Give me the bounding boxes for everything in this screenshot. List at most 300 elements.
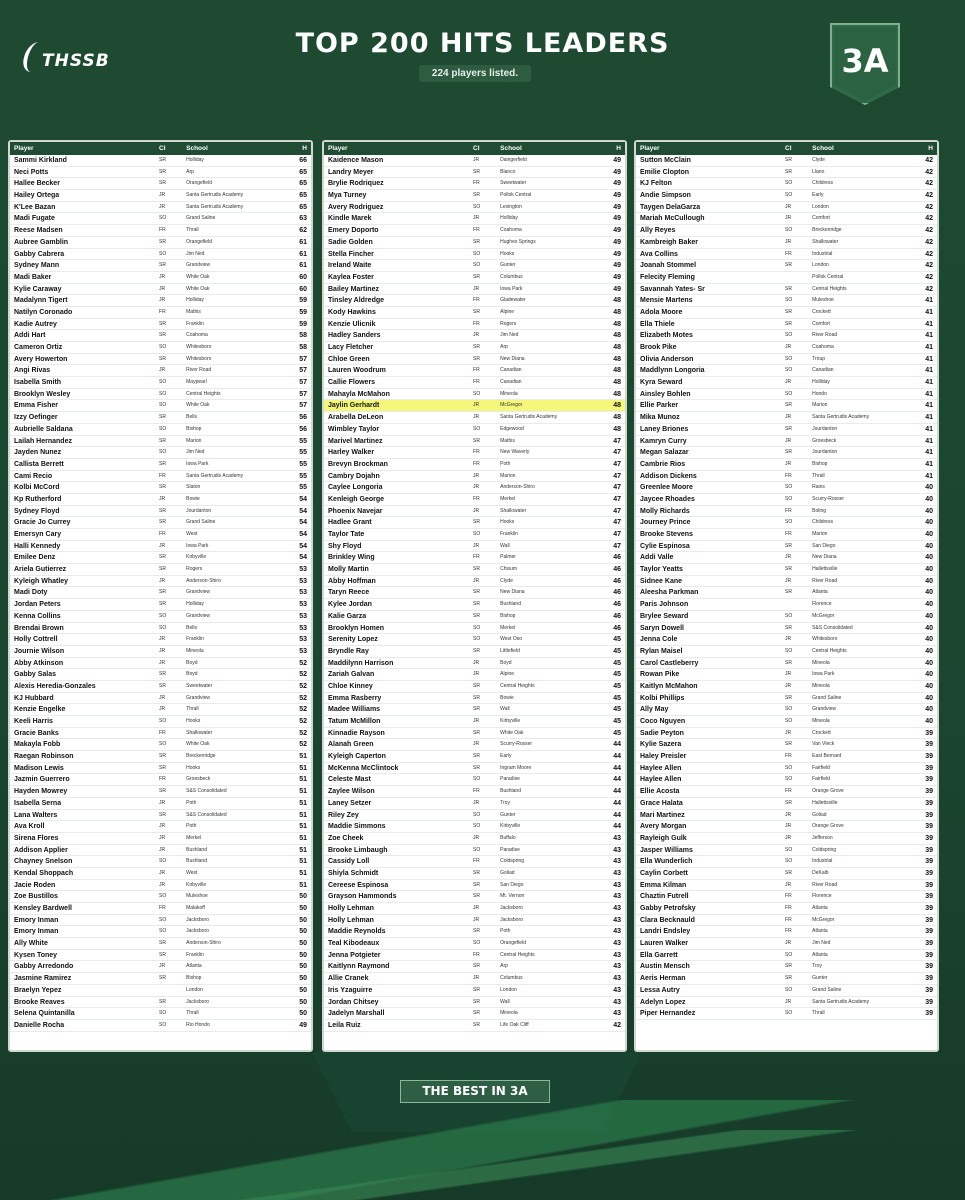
player-school: Blanco [500, 168, 516, 175]
table-row [10, 517, 311, 529]
player-name: Greenlee Moore [640, 484, 693, 492]
player-name: Callista Berrett [14, 460, 64, 468]
player-school: White Oak [500, 729, 524, 736]
player-hits: 47 [613, 495, 621, 503]
player-hits: 39 [925, 986, 933, 994]
player-name: Phoenix Navejar [328, 507, 383, 515]
table-row [636, 926, 937, 938]
table-row [10, 587, 311, 599]
player-school: Industrial [812, 858, 833, 865]
player-hits: 46 [613, 601, 621, 609]
player-name: Emilee Denz [14, 554, 56, 562]
player-hits: 51 [299, 869, 307, 877]
player-hits: 42 [925, 192, 933, 200]
player-hits: 47 [613, 531, 621, 538]
col-player-header: Player [640, 145, 660, 152]
player-school: Jacksboro [186, 928, 209, 935]
player-school: Mineola [186, 647, 204, 654]
player-hits: 51 [299, 788, 307, 796]
player-class: SO [159, 425, 167, 432]
player-class: SO [159, 916, 167, 923]
player-name: Sydney Floyd [14, 507, 60, 515]
table-row [324, 190, 625, 202]
table-row [324, 669, 625, 681]
player-class: SR [473, 589, 480, 596]
table-row [636, 973, 937, 985]
player-name: Tinsley Aldredge [328, 297, 385, 305]
player-name: Kenna Collins [14, 612, 61, 620]
player-class: SR [473, 308, 480, 315]
player-hits: 53 [299, 601, 307, 609]
player-school: DeKalb [812, 869, 829, 876]
player-name: Maddie Reynolds [328, 928, 386, 936]
player-school: Holliday [186, 601, 204, 608]
player-class: SR [473, 238, 480, 245]
table-row [636, 506, 937, 518]
player-name: Holly Lehman [328, 905, 374, 912]
player-name: Aeris Herman [640, 975, 686, 983]
player-class: SO [785, 332, 793, 339]
player-class: JR [159, 823, 166, 830]
player-name: Addi Valle [640, 554, 674, 562]
player-school: Kirbyville [186, 881, 207, 888]
player-hits: 44 [613, 741, 621, 749]
player-class: SR [785, 741, 792, 748]
player-hits: 50 [299, 916, 307, 924]
player-class: SR [473, 869, 480, 876]
player-school: Coahoma [500, 227, 522, 234]
player-name: Jaycee Rhoades [640, 495, 695, 503]
player-name: Isabella Serna [14, 799, 62, 807]
player-name: Mari Martinez [640, 811, 685, 819]
player-school: Rio Hondo [186, 1021, 210, 1028]
player-school: Kirbyville [500, 823, 521, 830]
player-hits: 40 [925, 484, 933, 492]
player-school: Van Vleck [812, 741, 835, 748]
player-name: Ariela Gutierrez [14, 566, 67, 574]
table-row [10, 190, 311, 202]
table-row [636, 389, 937, 401]
player-name: Gabby Salas [14, 671, 57, 679]
player-name: KJ Hubbard [14, 694, 54, 702]
player-class: SR [159, 262, 166, 269]
table-row [324, 377, 625, 389]
player-name: Keeli Harris [14, 718, 53, 725]
table-row [324, 167, 625, 179]
table-row [10, 868, 311, 880]
player-name: Avery Morgan [640, 823, 687, 831]
player-class: JR [159, 203, 166, 210]
player-school: Columbus [500, 975, 523, 982]
table-row [324, 739, 625, 751]
player-class: FR [159, 729, 166, 736]
player-name: Coco Nguyen [640, 718, 686, 725]
player-name: Maddlynn Longoria [640, 367, 705, 375]
player-hits: 43 [613, 869, 621, 877]
player-school: Childress [812, 519, 833, 526]
player-class: SR [159, 355, 166, 362]
player-name: Aleesha Parkman [640, 589, 699, 597]
player-class: SR [473, 566, 480, 573]
table-row [10, 412, 311, 424]
player-name: Madalynn Tigert [14, 297, 68, 305]
player-school: Jacksboro [500, 905, 523, 911]
player-hits: 47 [613, 449, 621, 457]
player-hits: 49 [613, 227, 621, 235]
player-school: Hallettsville [812, 799, 838, 806]
player-school: Poth [500, 928, 511, 935]
player-class: SR [473, 963, 480, 970]
player-hits: 50 [299, 998, 307, 1006]
player-school: Scurry-Rosser [812, 495, 845, 502]
player-name: Clara Becknauld [640, 916, 695, 924]
player-class: FR [159, 531, 166, 537]
player-school: Atlanta [186, 963, 202, 970]
table-row [636, 681, 937, 693]
player-name: Kyra Seward [640, 379, 683, 387]
table-row [324, 576, 625, 588]
table-row [10, 798, 311, 810]
player-school: Grandview [186, 589, 211, 596]
player-class: SO [159, 612, 167, 619]
player-name: Emery Doporto [328, 227, 379, 235]
table-row [324, 915, 625, 927]
player-hits: 55 [299, 484, 307, 492]
player-hits: 55 [299, 472, 307, 480]
player-class: SO [785, 495, 793, 502]
player-class: FR [785, 507, 792, 514]
player-hits: 52 [299, 729, 307, 737]
table-row [636, 354, 937, 366]
player-school: Early [500, 753, 512, 760]
player-hits: 39 [925, 811, 933, 819]
player-hits: 51 [299, 753, 307, 761]
table-row [10, 541, 311, 553]
player-name: Izzy Oefinger [14, 414, 58, 422]
table-row [636, 330, 937, 342]
player-name: Raegan Robinson [14, 753, 74, 761]
table-row [636, 447, 937, 459]
player-name: Molly Martin [328, 566, 369, 574]
table-row [324, 704, 625, 716]
player-class: FR [785, 250, 792, 257]
player-name: Kenleigh George [328, 495, 385, 503]
player-name: Jasmine Ramirez [14, 975, 72, 983]
player-class: SO [473, 811, 481, 818]
player-hits: 41 [925, 367, 933, 375]
table-row [10, 529, 311, 541]
player-class: SR [785, 402, 792, 409]
table-row [636, 763, 937, 775]
table-row [324, 330, 625, 342]
player-school: Grand Saline [812, 694, 842, 701]
player-class: JR [473, 332, 480, 339]
col-school-header: School [812, 145, 834, 152]
table-row [324, 541, 625, 553]
player-name: Jaylin Gerhardt [328, 402, 380, 410]
player-school: Anderson-Shiro [186, 940, 221, 947]
player-hits: 52 [299, 694, 307, 702]
player-name: Abby Atkinson [14, 659, 64, 667]
player-school: Kirbyville [186, 554, 207, 561]
table-row [10, 658, 311, 670]
player-class: SR [159, 566, 166, 573]
player-class: FR [473, 460, 480, 467]
player-class: JR [473, 671, 480, 678]
table-row [636, 319, 937, 331]
player-hits: 49 [613, 250, 621, 258]
player-school: Merkel [186, 834, 202, 841]
player-school: Hooks [500, 250, 515, 257]
player-class: SO [785, 519, 793, 526]
player-school: Arp [500, 344, 508, 350]
table-row [324, 529, 625, 541]
player-name: Brooke Limbaugh [328, 846, 388, 854]
player-name: Isabella Smith [14, 379, 62, 387]
player-hits: 42 [925, 180, 933, 188]
player-hits: 43 [613, 928, 621, 936]
player-school: Pollok Central [812, 273, 844, 280]
player-hits: 41 [925, 379, 933, 387]
player-hits: 43 [613, 1010, 621, 1018]
table-row [636, 611, 937, 623]
player-hits: 43 [613, 893, 621, 901]
player-name: Hailey Ortega [14, 192, 60, 200]
table-row [324, 681, 625, 693]
player-hits: 66 [299, 157, 307, 164]
player-school: Troy [812, 963, 822, 970]
player-name: Madi Fugate [14, 215, 55, 223]
table-row [324, 482, 625, 494]
player-name: Bryndle Ray [328, 647, 369, 655]
player-name: Sydney Mann [14, 262, 60, 270]
player-class: FR [785, 905, 792, 911]
player-hits: 44 [613, 753, 621, 761]
player-hits: 54 [299, 507, 307, 515]
player-class: SO [159, 858, 167, 865]
player-name: Arabella DeLeon [328, 414, 384, 422]
player-school: Marion [500, 472, 516, 479]
player-school: Jacksboro [186, 916, 209, 923]
table-row [636, 599, 937, 611]
player-school: Hallettsville [812, 566, 838, 573]
player-school: Anderson-Shiro [500, 484, 535, 491]
player-name: Laney Setzer [328, 799, 372, 807]
player-school: Troy [500, 799, 510, 806]
player-school: Malakoff [186, 905, 205, 911]
player-class: SO [785, 192, 793, 199]
table-row [636, 938, 937, 950]
player-hits: 42 [925, 168, 933, 176]
player-name: Taryn Reece [328, 589, 370, 597]
player-class: JR [159, 647, 166, 654]
table-row [324, 985, 625, 997]
player-hits: 39 [925, 799, 933, 807]
player-hits: 49 [613, 203, 621, 211]
player-name: Kalie Garza [328, 612, 367, 620]
player-name: McKenna McClintock [328, 764, 399, 772]
player-school: Ingram Moore [500, 764, 532, 771]
player-school: Hooks [186, 764, 201, 771]
player-hits: 39 [925, 729, 933, 737]
player-class: SO [785, 951, 793, 958]
col-class-header: Cl [159, 145, 166, 152]
player-name: Caylee Longoria [328, 484, 383, 492]
table-row [324, 202, 625, 214]
player-class: SO [473, 262, 481, 269]
player-class: SO [159, 928, 167, 935]
player-name: Kolbi Phillips [640, 694, 685, 702]
player-class: JR [785, 998, 792, 1005]
player-school: Jim Ned [500, 332, 519, 339]
player-class: SR [473, 519, 480, 526]
player-class: SO [473, 203, 481, 210]
table-row [10, 459, 311, 471]
player-class: FR [473, 449, 480, 456]
player-name: Marivel Martinez [328, 437, 383, 445]
player-hits: 59 [299, 308, 307, 316]
player-name: Austin Mensch [640, 963, 690, 971]
player-school: Orangefield [500, 940, 526, 947]
player-hits: 40 [925, 647, 933, 655]
player-hits: 47 [613, 519, 621, 527]
player-class: SR [473, 601, 480, 608]
player-class: JR [473, 285, 480, 292]
player-class: SO [159, 449, 167, 456]
player-name: Sammi Kirkland [14, 157, 67, 164]
player-class: JR [473, 507, 480, 514]
player-hits: 47 [613, 460, 621, 468]
player-hits: 39 [925, 741, 933, 749]
player-hits: 41 [925, 332, 933, 340]
player-hits: 41 [925, 472, 933, 480]
player-class: SR [785, 799, 792, 806]
player-hits: 48 [613, 425, 621, 433]
player-hits: 53 [299, 566, 307, 574]
player-name: Zoe Bustillos [14, 893, 58, 901]
player-hits: 39 [925, 893, 933, 901]
table-row [324, 459, 625, 471]
player-school: Llano [812, 168, 825, 175]
player-hits: 62 [299, 227, 307, 235]
player-school: McGregor [500, 402, 523, 409]
player-school: Alpine [500, 308, 515, 315]
player-hits: 49 [613, 168, 621, 176]
player-school: Whitesboro [812, 636, 838, 643]
player-name: Harley Walker [328, 449, 375, 457]
player-class: SR [159, 951, 166, 958]
table-row [10, 599, 311, 611]
table-row [324, 891, 625, 903]
player-school: Iowa Park [186, 542, 209, 549]
player-class: SR [159, 238, 166, 245]
table-row [636, 891, 937, 903]
player-school: Bishop [186, 425, 202, 432]
table-row [324, 272, 625, 284]
player-class: JR [473, 905, 480, 911]
table-row [10, 494, 311, 506]
player-class: JR [159, 799, 166, 806]
player-school: Grandview [186, 694, 211, 701]
player-hits: 42 [925, 157, 933, 164]
player-school: Atlanta [812, 905, 828, 911]
player-name: Angi Rivas [14, 367, 51, 375]
table-row [324, 284, 625, 296]
player-class: SR [785, 659, 792, 666]
table-row [636, 915, 937, 927]
table-row [636, 400, 937, 412]
player-school: Troup [812, 355, 826, 362]
player-name: Brevyn Brockman [328, 460, 388, 468]
table-row [10, 552, 311, 564]
player-name: Cami Recio [14, 472, 53, 480]
player-name: Ellie Parker [640, 402, 679, 410]
player-class: JR [159, 881, 166, 888]
table-row [324, 646, 625, 658]
player-class: SO [159, 344, 167, 350]
player-hits: 52 [299, 741, 307, 749]
player-school: Jim Ned [186, 449, 205, 456]
player-name: Holly Lehman [328, 916, 374, 924]
player-hits: 43 [613, 940, 621, 948]
player-hits: 48 [613, 332, 621, 340]
table-row [636, 541, 937, 553]
player-name: Mika Munoz [640, 414, 680, 422]
player-name: Mya Turney [328, 192, 367, 200]
table-row [10, 249, 311, 261]
player-name: Makayla Fobb [14, 741, 61, 749]
player-hits: 40 [925, 554, 933, 562]
player-school: New Diana [500, 355, 525, 362]
table-header [636, 142, 937, 155]
table-row [636, 424, 937, 436]
player-class: SR [159, 601, 166, 608]
table-row [636, 564, 937, 576]
player-class: SO [473, 846, 481, 853]
table-row [636, 237, 937, 249]
player-name: Zoe Cheek [328, 834, 364, 842]
player-name: Ella Garrett [640, 951, 678, 959]
player-class: SO [785, 297, 793, 304]
table-row [324, 973, 625, 985]
player-hits: 43 [613, 951, 621, 959]
player-school: Breckenridge [812, 227, 842, 234]
player-class: FR [473, 367, 480, 374]
player-school: Fairfield [812, 776, 830, 783]
player-school: Canadian [500, 367, 522, 374]
player-name: Ireland Waite [328, 262, 372, 270]
player-class: JR [785, 636, 792, 643]
player-school: Central Heights [500, 951, 535, 958]
player-hits: 39 [925, 764, 933, 772]
player-name: Joanah Stommel [640, 262, 697, 270]
table-row [324, 634, 625, 646]
table-row [636, 529, 937, 541]
player-hits: 50 [299, 940, 307, 948]
col-class-header: Cl [785, 145, 792, 152]
player-class: SO [159, 741, 167, 748]
table-row [636, 739, 937, 751]
player-name: Brook Pike [640, 344, 677, 351]
player-name: Taylor Tate [328, 531, 365, 538]
table-row [324, 880, 625, 892]
player-hits: 46 [613, 624, 621, 632]
player-school: Shallowater [812, 238, 839, 245]
player-hits: 40 [925, 694, 933, 702]
player-name: Saryn Dowell [640, 624, 684, 632]
player-hits: 53 [299, 624, 307, 632]
player-name: Laney Briones [640, 425, 689, 433]
